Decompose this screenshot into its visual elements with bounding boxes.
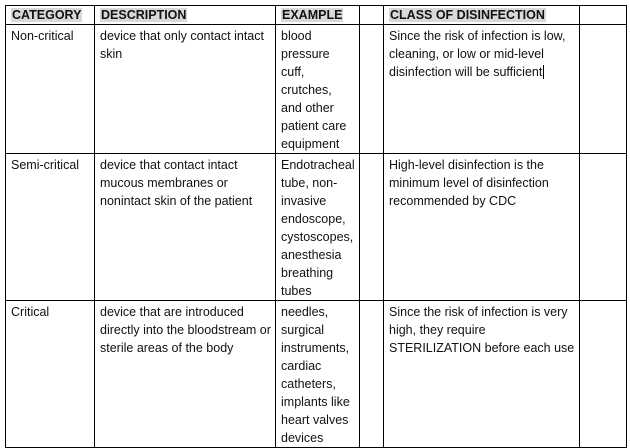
category-cell[interactable]: Semi-critical (6, 154, 95, 301)
header-category: CATEGORY (12, 8, 82, 22)
empty-cell[interactable] (580, 6, 627, 25)
table-row-non-critical (6, 25, 627, 154)
table-row-semi-critical (6, 154, 627, 301)
example-cell[interactable]: Endotracheal tube, non-invasive endoscope, cystoscopes, anesthesia breathing tubes (276, 154, 360, 301)
empty-cell[interactable] (580, 25, 627, 154)
header-cell-description[interactable] (95, 6, 276, 25)
empty-cell[interactable] (580, 301, 627, 448)
example-cell[interactable]: needles, surgical instruments, cardiac catheters, implants like heart valves devices (276, 301, 360, 448)
empty-cell[interactable] (360, 25, 384, 154)
description-cell[interactable]: device that contact intact mucous membranes or nonintact skin of the patient (95, 154, 276, 301)
header-cell-category[interactable] (6, 6, 95, 25)
empty-cell[interactable] (360, 6, 384, 25)
empty-cell[interactable] (360, 301, 384, 448)
description-cell[interactable]: device that only contact intact skin (95, 25, 276, 154)
header-row (6, 6, 627, 25)
header-cell-example[interactable] (276, 6, 360, 25)
header-class-of-disinfection: CLASS OF DISINFECTION (390, 8, 545, 22)
description-cell[interactable]: device that are introduced directly into the bloodstream or sterile areas of the body (95, 301, 276, 448)
text-cursor (543, 65, 544, 79)
category-cell[interactable]: Non-critical (6, 25, 95, 154)
empty-cell[interactable] (580, 154, 627, 301)
example-cell[interactable]: blood pressure cuff, crutches, and other patient care equipment (276, 25, 360, 154)
category-cell[interactable]: Critical (6, 301, 95, 448)
empty-cell[interactable] (360, 154, 384, 301)
header-example: EXAMPLE (282, 8, 343, 22)
header-cell-class[interactable] (384, 6, 580, 25)
table-row-critical (6, 301, 627, 448)
class-text: Since the risk of infection is low, cleaning, or low or mid-level disinfection will be sufficient (389, 29, 566, 79)
class-cell[interactable] (384, 25, 580, 154)
header-description: DESCRIPTION (101, 8, 187, 22)
disinfection-table (5, 5, 627, 448)
class-cell[interactable]: Since the risk of infection is very high, they require STERILIZATION before each use (384, 301, 580, 448)
class-cell[interactable]: High-level disinfection is the minimum level of disinfection recommended by CDC (384, 154, 580, 301)
